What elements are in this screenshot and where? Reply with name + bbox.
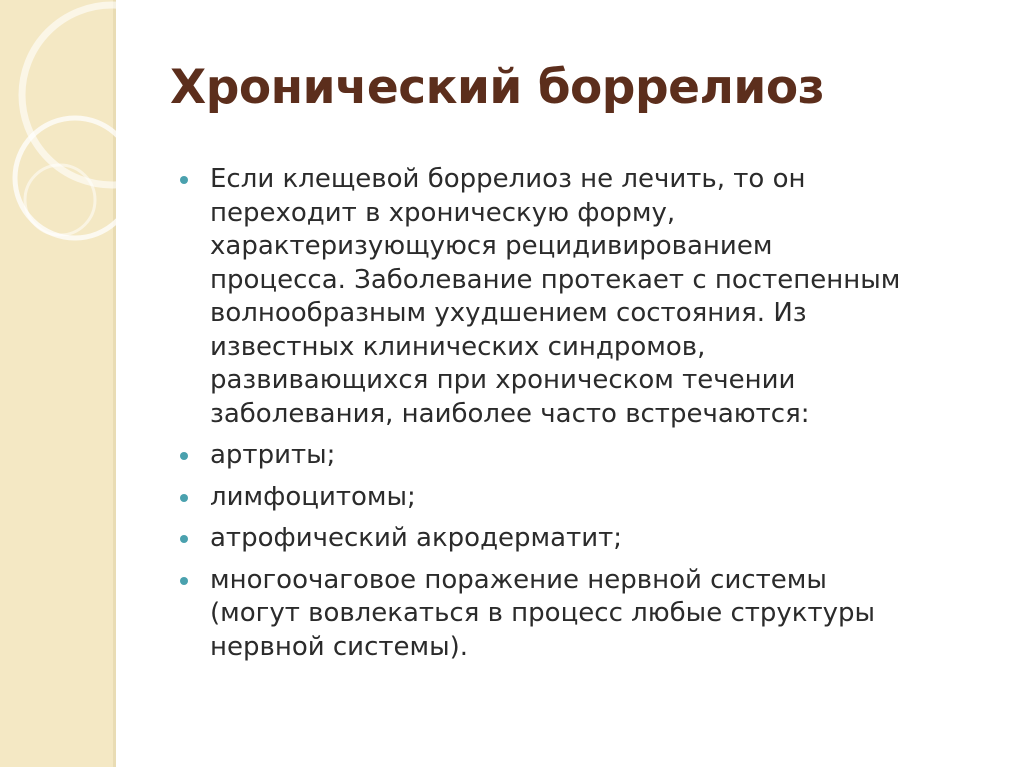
bullet-line: заболевания, наиболее часто встречаются: [210,398,810,429]
bullet-list [210,163,1000,672]
deco-circle-large [22,5,116,185]
slide-title: Хронический боррелиоз [170,60,825,115]
bullet-dot-icon [180,452,188,460]
deco-circle-inner [25,165,95,235]
bullet-dot-icon [180,176,188,184]
bullet-line: Если клещевой боррелиоз не лечить, то он [210,164,806,194]
bullet-line: развивающихся при хроническом течении [210,365,796,395]
bullet-line: многоочаговое поражение нервной системы [210,564,827,595]
bullet-dot-icon [180,577,188,585]
bullet-line: известных клинических синдромов, [210,331,706,362]
decorative-circles-icon [0,0,116,767]
bullet-line: (могут вовлекаться в процесс любые структуры [210,598,876,628]
bullet-line: артриты; [210,440,336,470]
bullet-line: процесса. Заболевание протекает с постепенным [210,264,901,295]
bullet-item-arthritis [210,439,1000,473]
bullet-line: переходит в хроническую форму, [210,197,676,228]
bullet-dot-icon [180,494,188,502]
bullet-dot-icon [180,535,188,543]
bullet-line: нервной системы). [210,631,469,662]
bullet-item-acrodermatitis [210,522,1000,556]
bullet-item-lymphocytoma [210,481,1000,515]
bullet-line: волнообразным ухудшением состояния. Из [210,298,807,328]
bullet-line: лимфоцитомы; [210,481,416,512]
bullet-line: характеризующуюся рецидивированием [210,231,773,261]
bullet-item-intro [210,163,1000,431]
bullet-item-nervous-system [210,564,1000,665]
bullet-line: атрофический акродерматит; [210,523,623,553]
